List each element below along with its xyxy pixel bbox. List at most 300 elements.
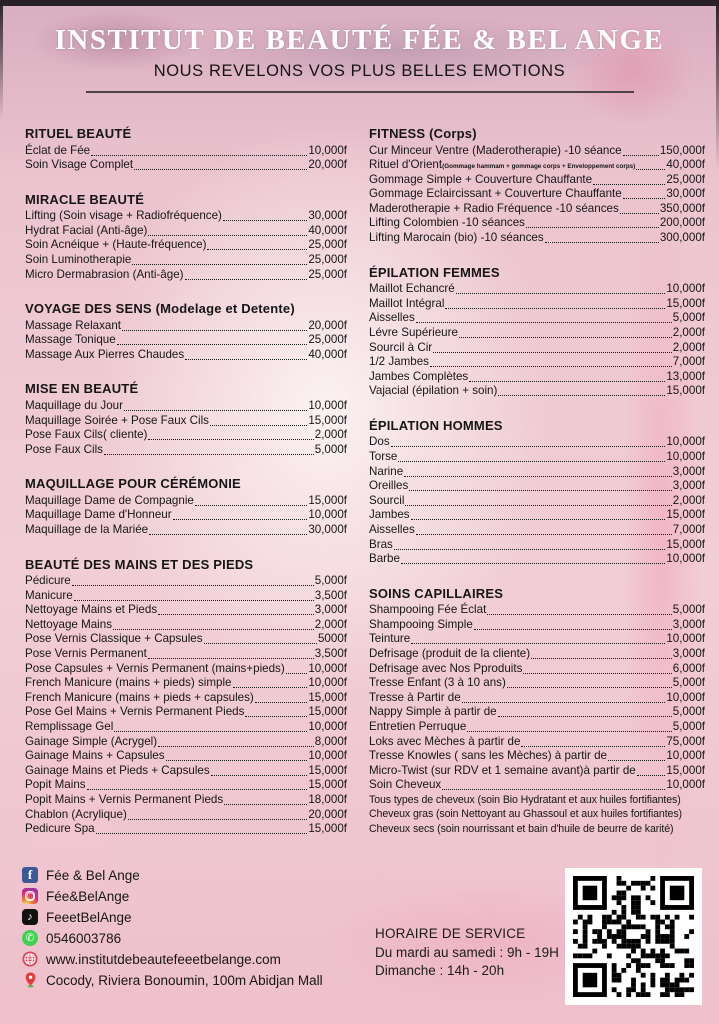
price-row (25, 574, 347, 589)
service-label: Entretien Perruque (369, 720, 467, 733)
service-label: Maquillage Dame de Compagnie (25, 493, 194, 507)
price-row (369, 450, 705, 465)
dot-leader (474, 629, 672, 630)
price-row (25, 793, 347, 808)
price-row (369, 778, 705, 793)
top-border (0, 0, 719, 6)
price-row (25, 253, 347, 268)
price-row (369, 735, 705, 750)
dot-leader (185, 279, 308, 280)
price-section (25, 301, 347, 362)
service-price: 10,000f (666, 778, 705, 792)
price-row (369, 341, 705, 356)
service-label: Lifting Colombien -10 séances (369, 216, 525, 230)
service-label: Maquillage Dame d'Honneur (25, 508, 172, 522)
dot-leader (404, 476, 672, 477)
dot-leader (445, 308, 665, 309)
contact-label: FeeetBelAnge (46, 909, 132, 925)
price-row (25, 494, 347, 509)
price-row (25, 603, 347, 618)
price-row (369, 494, 705, 509)
dot-leader (391, 446, 666, 447)
price-row (369, 158, 705, 173)
price-row (369, 662, 705, 677)
contact-label: 0546003786 (46, 930, 122, 946)
dot-leader (195, 505, 307, 506)
service-label: Lifting Marocain (bio) -10 séances (369, 231, 544, 245)
instagram-icon (22, 888, 38, 904)
price-row (369, 647, 705, 662)
price-row (369, 144, 705, 159)
price-row (369, 603, 705, 618)
left-border (0, 0, 3, 120)
section-title: MAQUILLAGE POUR CÉRÉMONIE (25, 476, 241, 492)
service-label: Oreilles (369, 479, 409, 493)
service-price: 10,000f (666, 450, 705, 463)
dot-leader (233, 687, 308, 688)
price-row (25, 414, 347, 429)
service-label: Barbe (369, 552, 400, 566)
service-price: 3,500f (314, 588, 347, 602)
contact-label: www.institutdebeautefeeetbelange.com (46, 951, 281, 967)
price-row (25, 735, 347, 750)
contact-row (22, 909, 323, 925)
service-price: 150,000f (659, 143, 705, 157)
price-row (369, 173, 705, 188)
section-title: SOINS CAPILLAIRES (369, 585, 504, 601)
price-row (25, 764, 347, 779)
service-label: Gainage Mains + Capsules (25, 749, 165, 763)
price-row (25, 268, 347, 283)
service-label: Micro-Twist (sur RDV et 1 semaine avant)à partir de (369, 763, 636, 777)
price-row (25, 428, 347, 443)
dot-leader (498, 716, 672, 717)
dot-leader (456, 293, 666, 294)
service-price: 30,000f (308, 523, 347, 536)
service-price: 5,000f (672, 603, 705, 617)
price-row (369, 202, 705, 217)
service-price: 5,000f (672, 676, 705, 690)
dot-leader (498, 395, 665, 396)
service-price: 75,000f (666, 734, 705, 748)
price-row (25, 523, 347, 538)
dot-leader (409, 490, 671, 491)
dot-leader (593, 184, 665, 185)
dot-leader (224, 804, 307, 805)
service-price: 25,000f (308, 252, 347, 266)
service-label: Gommage Eclaircissant + Couverture Chauffante (369, 187, 622, 201)
service-label: Pédicure (25, 574, 71, 588)
service-label: Jambes (369, 508, 410, 522)
dot-leader (255, 702, 308, 703)
service-label: Aisselles (369, 522, 415, 536)
contact-label: Fée&BelAnge (46, 888, 130, 904)
dot-leader (117, 344, 308, 345)
dot-leader (416, 534, 672, 535)
dot-leader (608, 760, 665, 761)
service-label: Maillot Echancré (369, 282, 455, 296)
price-section (369, 418, 705, 567)
contact-label: Fée & Bel Ange (46, 867, 140, 883)
price-row (25, 224, 347, 239)
service-label: Massage Relaxant (25, 318, 122, 332)
service-price: 2,000f (314, 617, 347, 631)
service-price: 2,000f (672, 493, 705, 507)
price-row (369, 479, 705, 494)
right-column (369, 126, 705, 856)
service-price: 10,000f (308, 398, 347, 412)
contact-row (22, 888, 323, 904)
hours-line-weekdays: Du mardi au samedi : 9h - 19H (375, 944, 559, 960)
price-row (25, 808, 347, 823)
dot-leader (245, 716, 307, 717)
dot-leader (87, 789, 308, 790)
section-title: ÉPILATION HOMMES (369, 417, 503, 433)
dot-leader (148, 439, 313, 440)
service-label: Soin Visage Complet (25, 158, 134, 172)
service-price: 2,000f (314, 428, 347, 442)
dot-leader (430, 366, 672, 367)
dot-leader (545, 242, 659, 243)
dot-leader (72, 585, 314, 586)
price-row (369, 508, 705, 523)
service-price: 15,000f (308, 822, 347, 836)
service-price: 300,000f (659, 231, 705, 245)
contact-label: Cocody, Riviera Bonoumin, 100m Abidjan Mall (46, 972, 323, 988)
price-row (369, 231, 705, 246)
qr-code (565, 868, 702, 1005)
dot-leader (211, 775, 308, 776)
dot-leader (521, 746, 665, 747)
price-row (369, 187, 705, 202)
section-title: ÉPILATION FEMMES (369, 264, 500, 280)
service-label: Sourcil (369, 493, 405, 507)
service-price: 5,000f (314, 442, 347, 456)
dot-leader (132, 264, 307, 265)
dot-leader (166, 760, 308, 761)
price-row (369, 705, 705, 720)
service-price: 3,000f (672, 464, 705, 478)
section-note: Cheveux secs (soin nourrissant et bain d'huile de beurre de karité) (369, 822, 674, 835)
price-section (369, 586, 705, 836)
service-price: 10,000f (666, 632, 705, 646)
price-row (369, 538, 705, 553)
service-price: 15,000f (666, 296, 705, 310)
dot-leader (158, 614, 314, 615)
contact-block (22, 867, 323, 993)
service-label: Hydrat Facial (Anti-âge) (25, 223, 148, 237)
service-label: Remplissage Gel (25, 720, 114, 734)
service-label: Gainage Simple (Acrygel) (25, 734, 158, 748)
dot-leader (526, 227, 659, 228)
service-label: Gainage Mains et Pieds + Capsules (25, 763, 210, 777)
dot-leader (210, 425, 307, 426)
service-price: 10,000f (308, 720, 347, 734)
service-price: 10,000f (308, 676, 347, 690)
price-row (25, 144, 347, 159)
service-label: Shampooing Fée Éclat (369, 603, 487, 617)
service-price: 25,000f (308, 238, 347, 252)
service-price: 5,000f (672, 311, 705, 325)
price-row (369, 691, 705, 706)
price-row (25, 778, 347, 793)
qr-code-pattern (573, 876, 694, 997)
service-price: 13,000f (666, 369, 705, 383)
dot-leader (158, 746, 314, 747)
section-title: MIRACLE BEAUTÉ (25, 191, 145, 207)
dot-leader (394, 549, 665, 550)
dot-leader (487, 614, 671, 615)
service-price: 20,000f (308, 318, 347, 332)
price-row (369, 523, 705, 538)
price-row (369, 676, 705, 691)
dot-leader (623, 155, 659, 156)
dot-leader (223, 220, 307, 221)
price-section (25, 192, 347, 282)
service-label: Pedicure Spa (25, 822, 95, 836)
service-price: 15,000f (308, 778, 347, 792)
price-row (25, 158, 347, 173)
price-row (25, 720, 347, 735)
service-price: 3,000f (314, 603, 347, 617)
section-title: VOYAGE DES SENS (Modelage et Detente) (25, 301, 295, 317)
service-price: 350,000f (659, 201, 705, 215)
service-label: Pose Vernis Permanent (25, 647, 147, 661)
service-price: 15,000f (308, 413, 347, 427)
service-price: 7,000f (672, 355, 705, 369)
dot-leader (401, 563, 665, 564)
price-section (25, 476, 347, 537)
service-label: Maquillage Soirée + Pose Faux Cils (25, 413, 209, 427)
service-price: 5000f (317, 632, 347, 646)
service-price: 15,000f (308, 763, 347, 777)
service-label: Narine (369, 464, 404, 478)
price-row (25, 238, 347, 253)
price-row (369, 552, 705, 567)
service-price: 5,000f (314, 574, 347, 588)
dot-leader (411, 643, 665, 644)
service-label: Maillot Intégral (369, 296, 445, 310)
service-label: Nettoyage Mains et Pieds (25, 603, 158, 617)
service-label: Nettoyage Mains (25, 617, 112, 631)
dot-leader (433, 352, 672, 353)
dot-leader (467, 731, 671, 732)
service-price: 10,000f (308, 661, 347, 675)
service-price: 30,000f (308, 209, 347, 223)
service-label: Pose Faux Cils (25, 442, 103, 456)
service-price: 15,000f (666, 508, 705, 522)
service-label: Maquillage de la Mariée (25, 523, 149, 536)
contact-row (22, 951, 323, 967)
service-label: Tresse Knowles ( sans les Mèches) à partir de (369, 749, 607, 763)
price-row (369, 311, 705, 326)
service-price: 10,000f (666, 282, 705, 296)
page-title: INSTITUT DE BEAUTÉ FÉE & BEL ANGE (54, 24, 665, 56)
service-price: 40,000f (308, 347, 347, 361)
service-label: Popit Mains + Vernis Permanent Pieds (25, 793, 224, 806)
dot-leader (462, 702, 666, 703)
price-section (369, 265, 705, 399)
service-price: 10,000f (666, 552, 705, 566)
service-price: 6,000f (672, 661, 705, 675)
price-row (25, 443, 347, 458)
price-row (25, 691, 347, 706)
dot-leader (185, 359, 307, 360)
service-price: 8,000f (314, 734, 347, 748)
service-price: 10,000f (666, 435, 705, 449)
service-price: 40,000f (666, 158, 705, 172)
service-price: 20,000f (308, 158, 347, 172)
service-price: 15,000f (308, 705, 347, 719)
facebook-icon: f (22, 867, 38, 883)
service-label: Defrisage (produit de la cliente) (369, 647, 531, 661)
service-price: 15,000f (666, 763, 705, 777)
service-price: 5,000f (672, 720, 705, 733)
contact-row (22, 867, 323, 883)
price-row (25, 676, 347, 691)
section-note: Tous types de cheveux (soin Bio Hydratant et aux huiles fortifiantes) (369, 793, 681, 806)
dot-leader (405, 505, 671, 506)
dot-leader (113, 629, 314, 630)
dot-leader (398, 461, 665, 462)
section-note: Cheveux gras (soin Nettoyant au Ghassoul et aux huiles fortifiantes) (369, 808, 682, 821)
service-label: Soin Acnéique + (Haute-fréquence) (25, 238, 207, 252)
service-price: 25,000f (666, 172, 705, 186)
dot-leader (442, 789, 665, 790)
left-column (25, 126, 347, 856)
service-label: French Manicure (mains + pieds + capsules) (25, 690, 254, 704)
service-label: Tresse à Partir de (369, 690, 461, 704)
service-price: 2,000f (672, 325, 705, 339)
service-label: Jambes Complètes (369, 369, 469, 383)
service-label: Pose Faux Cils( cliente) (25, 428, 148, 442)
service-label: 1/2 Jambes (369, 355, 429, 369)
service-label: Tresse Enfant (3 à 10 ans) (369, 676, 506, 690)
dot-leader (134, 169, 307, 170)
service-price: 25,000f (308, 267, 347, 281)
price-row (369, 216, 705, 231)
service-label: Pose Vernis Classique + Capsules (25, 632, 203, 646)
dot-leader (416, 322, 672, 323)
service-price: 10,000f (308, 749, 347, 763)
service-label: Rituel d'Orient (369, 158, 443, 172)
price-row (369, 465, 705, 480)
service-label: Chablon (Acrylique) (25, 807, 127, 821)
dot-leader (148, 658, 314, 659)
service-price: 10,000f (666, 690, 705, 704)
price-section (25, 381, 347, 457)
price-row (25, 589, 347, 604)
service-label: Micro Dermabrasion (Anti-âge) (25, 267, 184, 281)
price-row (25, 618, 347, 633)
service-label: Éclat de Fée (25, 143, 91, 157)
hours-line-sunday: Dimanche : 14h - 20h (375, 963, 505, 978)
service-label: Sourcil à Cir (369, 340, 433, 354)
service-label: Soin Luminotherapie (25, 252, 132, 266)
price-row (25, 632, 347, 647)
price-row (369, 326, 705, 341)
section-title: MISE EN BEAUTÉ (25, 381, 139, 397)
price-row (25, 333, 347, 348)
service-label: Loks avec Mèches à partir de (369, 734, 521, 748)
service-price: 7,000f (672, 522, 705, 536)
contact-row (22, 930, 323, 946)
dot-leader (91, 155, 307, 156)
dot-leader (623, 198, 666, 199)
service-price: 15,000f (666, 384, 705, 398)
dot-leader (636, 169, 665, 170)
header-divider (86, 91, 634, 93)
price-row (25, 662, 347, 677)
service-label: Teinture (369, 632, 411, 646)
dot-leader (114, 731, 307, 732)
price-row (369, 355, 705, 370)
price-row (369, 384, 705, 399)
price-row (369, 749, 705, 764)
service-label: Dos (369, 435, 390, 449)
section-title: BEAUTÉ DES MAINS ET DES PIEDS (25, 556, 254, 572)
tiktok-icon: ♪ (22, 909, 38, 925)
service-price: 20,000f (308, 807, 347, 821)
whatsapp-icon: ✆ (22, 930, 38, 946)
service-label: Massage Aux Pierres Chaudes (25, 347, 185, 361)
service-label: Manicure (25, 588, 73, 602)
service-label: Massage Tonique (25, 333, 116, 347)
price-columns (0, 126, 719, 856)
website-icon (22, 951, 38, 967)
service-price: 200,000f (659, 216, 705, 230)
price-section (25, 557, 347, 837)
service-price: 3,000f (672, 479, 705, 493)
price-row (25, 348, 347, 363)
service-label: Defrisage avec Nos Pproduits (369, 661, 523, 675)
dot-leader (507, 687, 672, 688)
service-label: Torse (369, 450, 398, 463)
service-price: 10,000f (308, 508, 347, 522)
service-price: 3,000f (672, 617, 705, 631)
hours-block (375, 925, 559, 981)
service-price: 3,500f (314, 647, 347, 661)
service-label: Soin Cheveux (369, 778, 442, 792)
dot-leader (204, 643, 317, 644)
price-row (25, 399, 347, 414)
service-label: Cur Minceur Ventre (Maderotherapie) -10 séance (369, 143, 622, 157)
price-row (25, 647, 347, 662)
service-price: 3,000f (672, 647, 705, 661)
dot-leader (149, 534, 307, 535)
price-row (25, 209, 347, 224)
service-label: Shampooing Simple (369, 617, 473, 631)
service-price: 5,000f (672, 705, 705, 719)
service-price: 2,000f (672, 340, 705, 354)
service-price: 10,000f (308, 143, 347, 157)
price-row (369, 282, 705, 297)
service-label: Lifting (Soin visage + Radiofréquence) (25, 209, 222, 223)
service-label: Maderotherapie + Radio Fréquence -10 séances (369, 201, 619, 215)
service-label: French Manicure (mains + pieds) simple (25, 676, 232, 690)
service-label: Pose Gel Mains + Vernis Permanent Pieds (25, 705, 245, 719)
dot-leader (459, 337, 672, 338)
dot-leader (637, 775, 666, 776)
dot-leader (286, 673, 308, 674)
service-label: Aisselles (369, 311, 415, 325)
dot-leader (207, 249, 307, 250)
service-label: Bras (369, 537, 393, 551)
section-title: RITUEL BEAUTÉ (25, 126, 132, 141)
header (0, 0, 719, 93)
dot-leader (128, 819, 307, 820)
price-row (369, 720, 705, 735)
